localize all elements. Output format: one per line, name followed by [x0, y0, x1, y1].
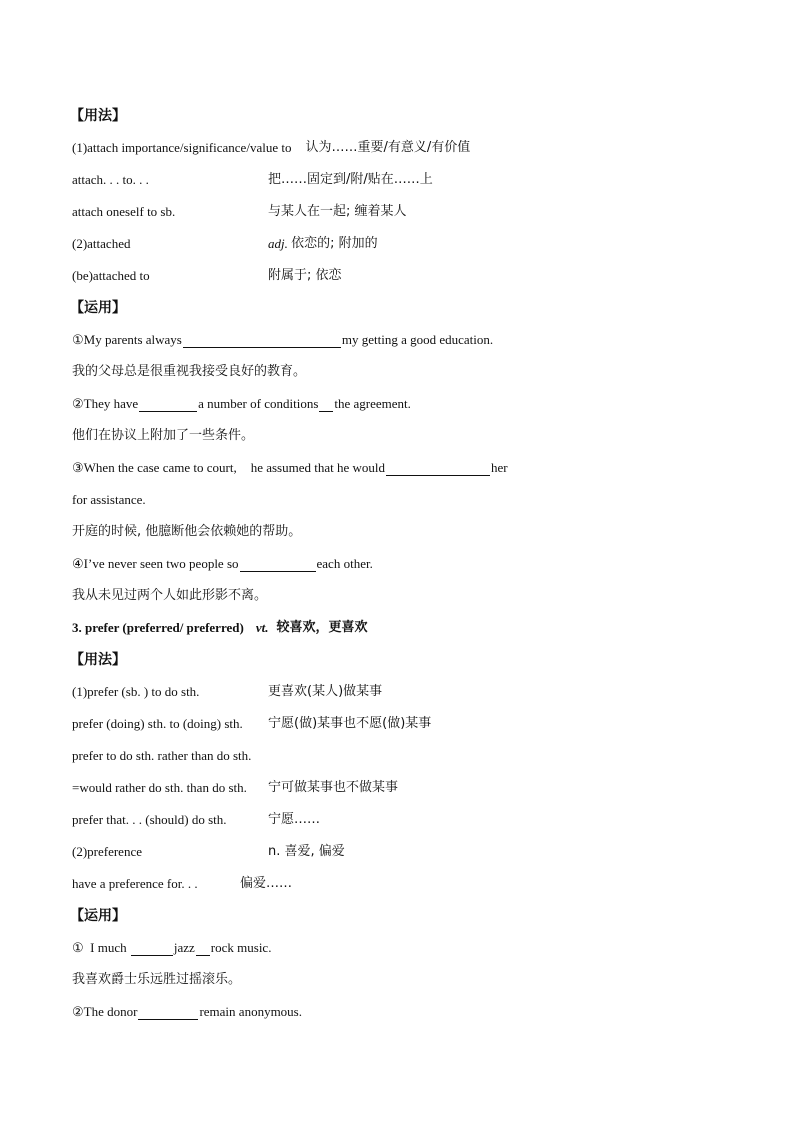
usage-en: prefer to do sth. rather than do sth. [72, 748, 252, 763]
usage-en: =would rather do sth. than do sth. [72, 780, 247, 795]
sentence-text: rock music. [210, 940, 272, 955]
usage-en: prefer (doing) sth. to (doing) sth. [72, 716, 243, 731]
sentence-text: the agreement. [334, 396, 411, 411]
usage-heading: 【用法】 [70, 108, 126, 124]
usage-en: (1)prefer (sb. ) to do sth. [72, 684, 200, 699]
usage-row [72, 676, 722, 708]
part-of-speech: vt. [255, 620, 269, 635]
usage-row [72, 132, 722, 164]
usage-zh: 偏爱…… [240, 876, 293, 891]
answer-blank[interactable] [240, 557, 316, 572]
usage-row [72, 196, 722, 228]
usage-zh: 宁愿…… [268, 812, 321, 827]
answer-blank[interactable] [386, 461, 490, 476]
usage-heading: 【用法】 [70, 652, 126, 668]
translation: 我的父母总是很重视我接受良好的教育。 [72, 364, 307, 379]
exercise-sentence [72, 932, 722, 964]
usage-en: attach. . . to. . . [72, 172, 149, 187]
translation: 他们在协议上附加了一些条件。 [72, 428, 255, 443]
usage-row [72, 836, 722, 868]
sentence-text: my getting a good education. [341, 332, 494, 347]
usage-row [72, 804, 722, 836]
sentence-text: he assumed that he would [250, 460, 386, 475]
sentence-continuation: for assistance. [72, 492, 146, 507]
sentence-text: ②They have [72, 396, 139, 411]
answer-blank[interactable] [138, 1005, 198, 1020]
practice-heading: 【运用】 [70, 300, 126, 316]
sentence-text: her [491, 460, 508, 475]
usage-zh: 依恋的; 附加的 [291, 236, 378, 251]
usage-en: (1)attach importance/significance/value to [72, 140, 292, 155]
exercise-sentence [72, 548, 722, 580]
usage-en: attach oneself to sb. [72, 204, 176, 219]
exercise-sentence [72, 324, 722, 356]
usage-row [72, 772, 722, 804]
document-page [72, 100, 722, 1028]
answer-blank[interactable] [131, 941, 173, 956]
answer-blank[interactable] [196, 941, 210, 956]
translation: 开庭的时候, 他臆断他会依赖她的帮助。 [72, 524, 302, 539]
exercise-sentence [72, 388, 722, 420]
usage-row [72, 740, 722, 772]
usage-en: prefer that. . . (should) do sth. [72, 812, 227, 827]
section-meaning: 较喜欢，更喜欢 [276, 620, 368, 635]
usage-zh: 更喜欢(某人)做某事 [268, 684, 383, 699]
section-title [72, 612, 722, 644]
usage-row [72, 260, 722, 292]
section-number: 3. [72, 620, 82, 635]
sentence-text: remain anonymous. [199, 1004, 302, 1019]
usage-zh: 认为……重要/有意义/有价值 [305, 140, 471, 155]
usage-zh: 附属于; 依恋 [268, 268, 342, 283]
usage-en: (2)preference [72, 844, 142, 859]
usage-zh: 宁愿(做)某事也不愿(做)某事 [268, 716, 432, 731]
answer-blank[interactable] [183, 333, 341, 348]
practice-heading: 【运用】 [70, 908, 126, 924]
usage-zh: n. 喜爱, 偏爱 [268, 844, 345, 859]
sentence-text: ① I much [72, 940, 130, 955]
sentence-text: ③When the case came to court, [72, 460, 237, 475]
usage-en: have a preference for. . . [72, 876, 198, 891]
usage-en: (be)attached to [72, 268, 150, 283]
sentence-text: ①My parents always [72, 332, 182, 347]
sentence-text: a number of conditions [198, 396, 319, 411]
sentence-text: jazz [173, 940, 195, 955]
part-of-speech: adj. [268, 236, 288, 251]
answer-blank[interactable] [139, 397, 197, 412]
usage-row [72, 228, 722, 260]
usage-row [72, 708, 722, 740]
usage-zh: 宁可做某事也不做某事 [268, 780, 399, 795]
section-word: prefer (preferred/ preferred) [85, 620, 244, 635]
answer-blank[interactable] [319, 397, 333, 412]
exercise-sentence [72, 996, 722, 1028]
sentence-text: ④I’ve never seen two people so [72, 556, 239, 571]
sentence-text: each other. [316, 556, 373, 571]
translation: 我喜欢爵士乐远胜过摇滚乐。 [72, 972, 242, 987]
exercise-sentence [72, 452, 722, 484]
usage-row [72, 868, 722, 900]
usage-en: (2)attached [72, 236, 131, 251]
usage-zh: 与某人在一起; 缠着某人 [268, 204, 407, 219]
usage-zh: 把……固定到/附/贴在……上 [268, 172, 433, 187]
sentence-text: ②The donor [72, 1004, 138, 1019]
usage-row [72, 164, 722, 196]
translation: 我从未见过两个人如此形影不离。 [72, 588, 268, 603]
